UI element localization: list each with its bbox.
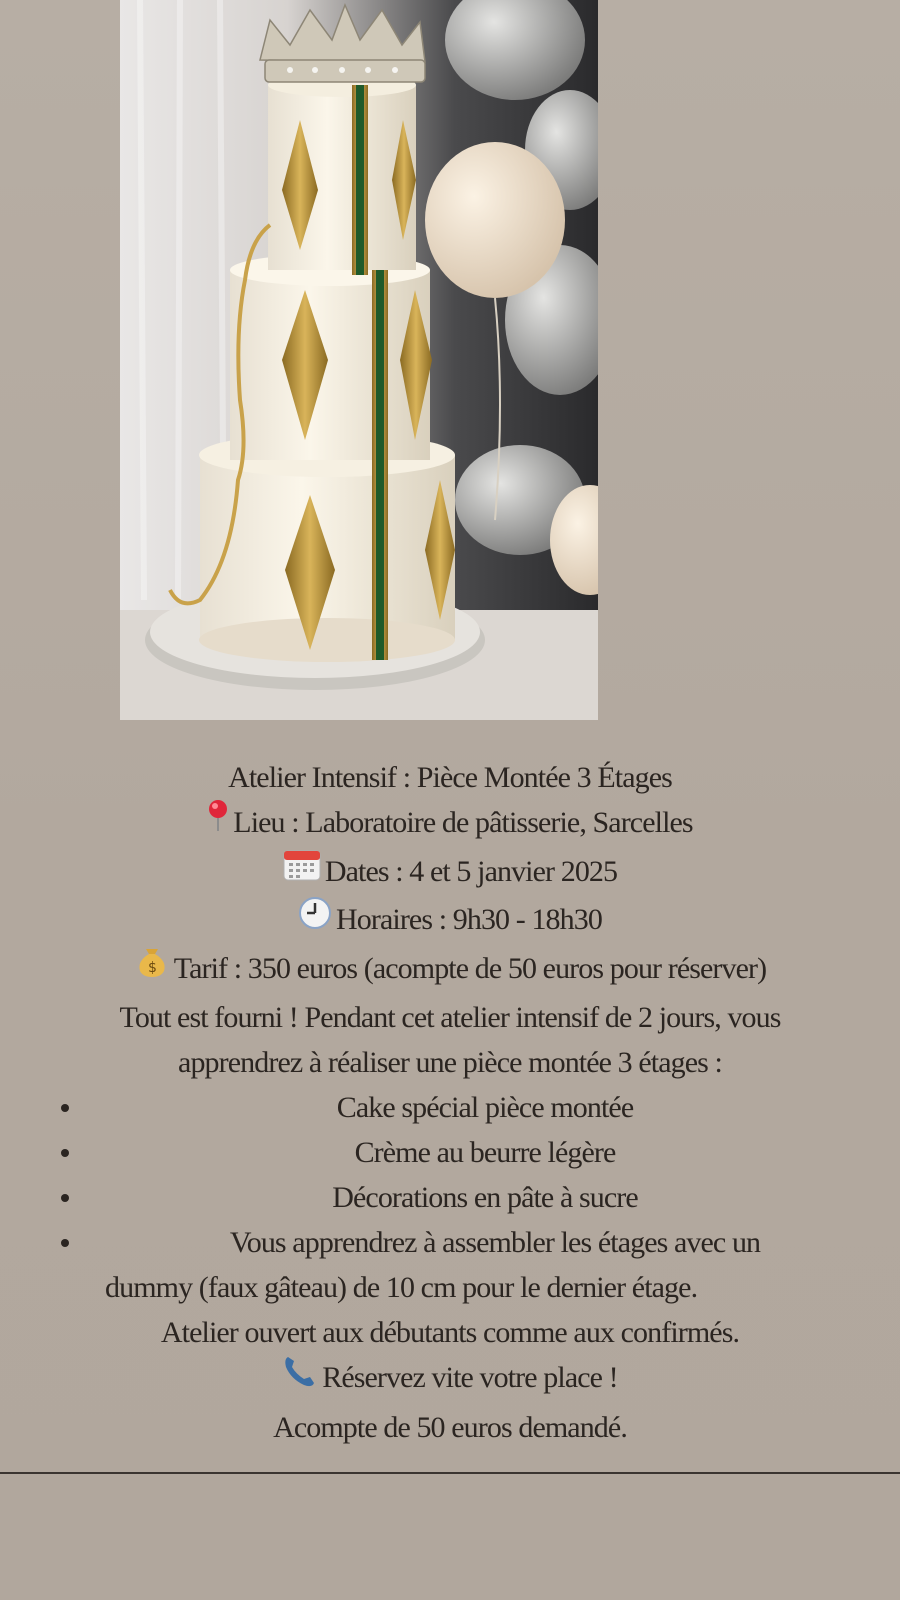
divider bbox=[0, 1472, 900, 1474]
hours-text: Horaires : 9h30 - 18h30 bbox=[336, 903, 602, 937]
list-item: Décorations en pâte à sucre bbox=[0, 1175, 900, 1220]
list-item: Crème au beurre légère bbox=[0, 1130, 900, 1175]
hours-line bbox=[0, 897, 900, 946]
cta-line bbox=[0, 1355, 900, 1405]
price-text: Tarif : 350 euros (acompte de 50 euros pour réserver) bbox=[173, 951, 767, 985]
calendar-icon bbox=[283, 847, 321, 894]
money-bag-icon bbox=[134, 943, 170, 992]
list-item: Vous apprendrez à assembler les étages avec un dummy (faux gâteau) de 10 cm pour le dernier étage. bbox=[0, 1220, 900, 1310]
phone-icon bbox=[282, 1353, 318, 1402]
cta-text: Réservez vite votre place ! bbox=[322, 1361, 618, 1395]
location-line bbox=[0, 800, 900, 849]
dates-line bbox=[0, 849, 900, 898]
list-item: Cake spécial pièce montée bbox=[0, 1085, 900, 1130]
location-text: Lieu : Laboratoire de pâtisserie, Sarcelles bbox=[233, 806, 693, 839]
cake-photo bbox=[120, 0, 598, 720]
workshop-details bbox=[0, 755, 900, 1450]
svg-text:$: $ bbox=[147, 960, 156, 977]
intro-line-2: apprendrez à réaliser une pièce montée 3 étages : bbox=[178, 1046, 722, 1080]
deposit-line: Acompte de 50 euros demandé. bbox=[273, 1411, 627, 1445]
price-line bbox=[0, 946, 900, 996]
workshop-title: Atelier Intensif : Pièce Montée 3 Étages bbox=[228, 761, 672, 794]
program-list bbox=[0, 1085, 900, 1310]
clock-icon bbox=[298, 896, 332, 943]
dates-text: Dates : 4 et 5 janvier 2025 bbox=[324, 854, 618, 888]
pin-icon bbox=[207, 799, 229, 846]
open-to-line: Atelier ouvert aux débutants comme aux confirmés. bbox=[160, 1316, 740, 1350]
intro-line-1: Tout est fourni ! Pendant cet atelier intensif de 2 jours, vous bbox=[119, 1001, 781, 1035]
